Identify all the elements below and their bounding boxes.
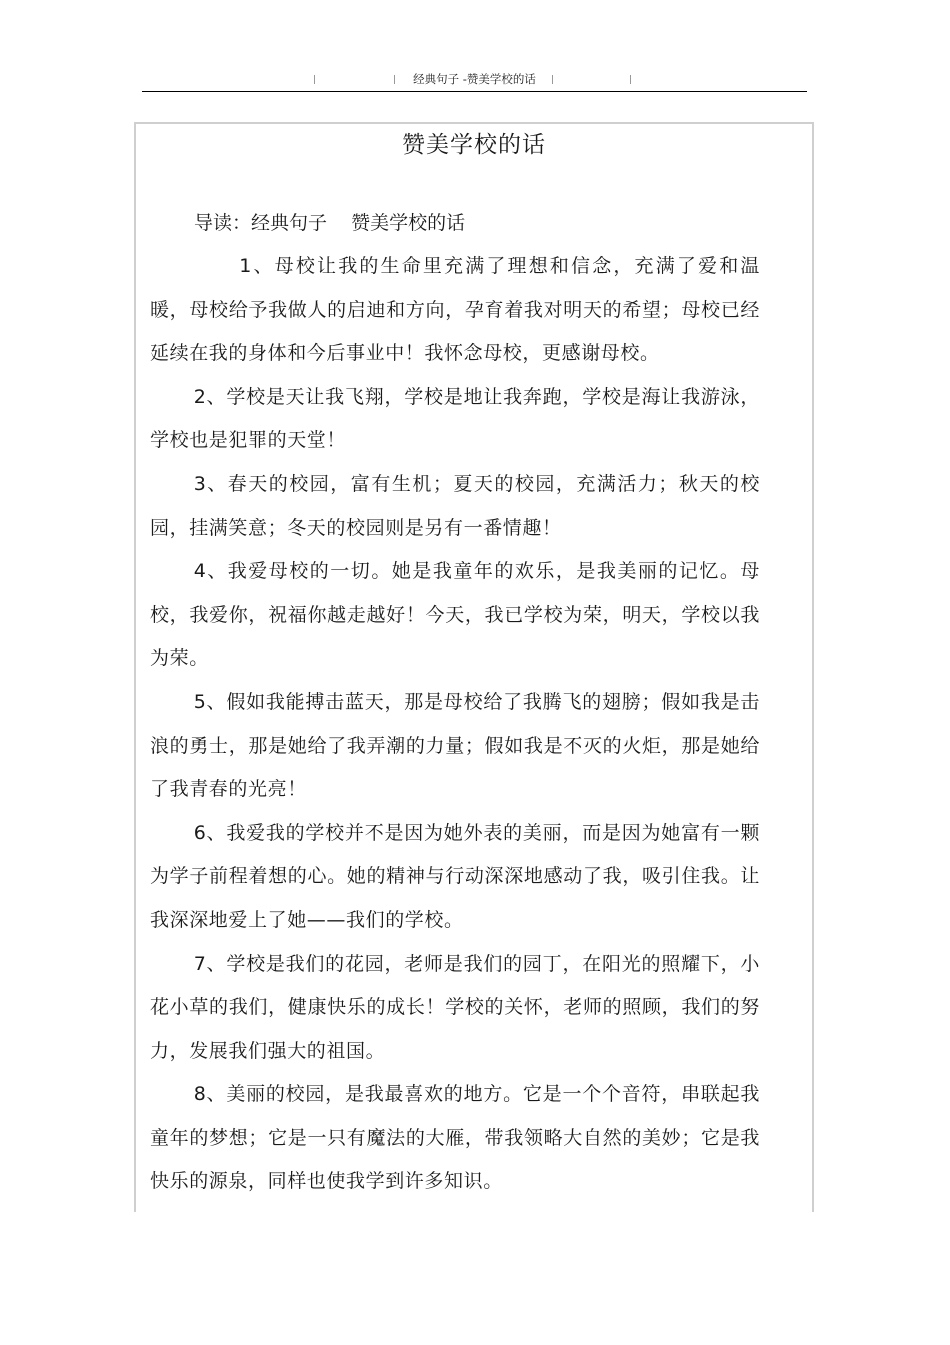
document-title: 赞美学校的话 — [402, 132, 546, 158]
header-tick-mark — [630, 75, 631, 84]
paragraph-item-6: 6、我爱我的学校并不是因为她外表的美丽，而是因为她富有一颗为学子前程着想的心。她的精神与行动深深地感动了我，吸引住我。让我深深地爱上了她——我们的学校。 — [150, 821, 760, 931]
paragraph-item-3: 3、春天的校园，富有生机；夏天的校园，充满活力；秋天的校园，挂满笑意；冬天的校园则是另有一番情趣！ — [150, 472, 760, 539]
paragraph-item-4: 4、我爱母校的一切。她是我童年的欢乐，是我美丽的记忆。母校，我爱你，祝福你越走越好！今天，我已学校为荣，明天，学校以我为荣。 — [150, 560, 760, 670]
paragraph-item-8: 8、美丽的校园，是我最喜欢的地方。它是一个个音符，串联起我童年的梦想；它是一只有魔法的大雁，带我领略大自然的美妙；它是我快乐的源泉，同样也使我学到许多知识。 — [150, 1083, 760, 1193]
paragraph-item-1: 1、母校让我的生命里充满了理想和信念，充满了爱和温暖，母校给予我做人的启迪和方向，孕育着我对明天的希望；母校已经延续在我的身体和今后事业中！我怀念母校，更感谢母校。 — [150, 255, 760, 365]
paragraph-item-7: 7、学校是我们的花园，老师是我们的园丁，在阳光的照耀下，小花小草的我们，健康快乐的成长！学校的关怀，老师的照顾，我们的努力，发展我们强大的祖国。 — [150, 952, 760, 1062]
running-header-title: 经典句子 -赞美学校的话 — [413, 72, 536, 86]
document-body — [150, 245, 760, 1204]
intro-line: 导读：经典句子 赞美学校的话 — [194, 212, 466, 234]
running-header — [142, 68, 807, 90]
paragraph-item-2: 2、学校是天让我飞翔，学校是地让我奔跑，学校是海让我游泳，学校也是犯罪的天堂！ — [150, 385, 760, 452]
header-tick-mark — [314, 75, 315, 84]
header-rule — [142, 91, 807, 92]
paragraph-item-5: 5、假如我能搏击蓝天，那是母校给了我腾飞的翅膀；假如我是击浪的勇士，那是她给了我弄潮的力量；假如我是不灭的火炬，那是她给了我青春的光亮！ — [150, 690, 760, 801]
header-tick-mark — [394, 75, 395, 84]
header-tick-mark — [552, 75, 553, 84]
